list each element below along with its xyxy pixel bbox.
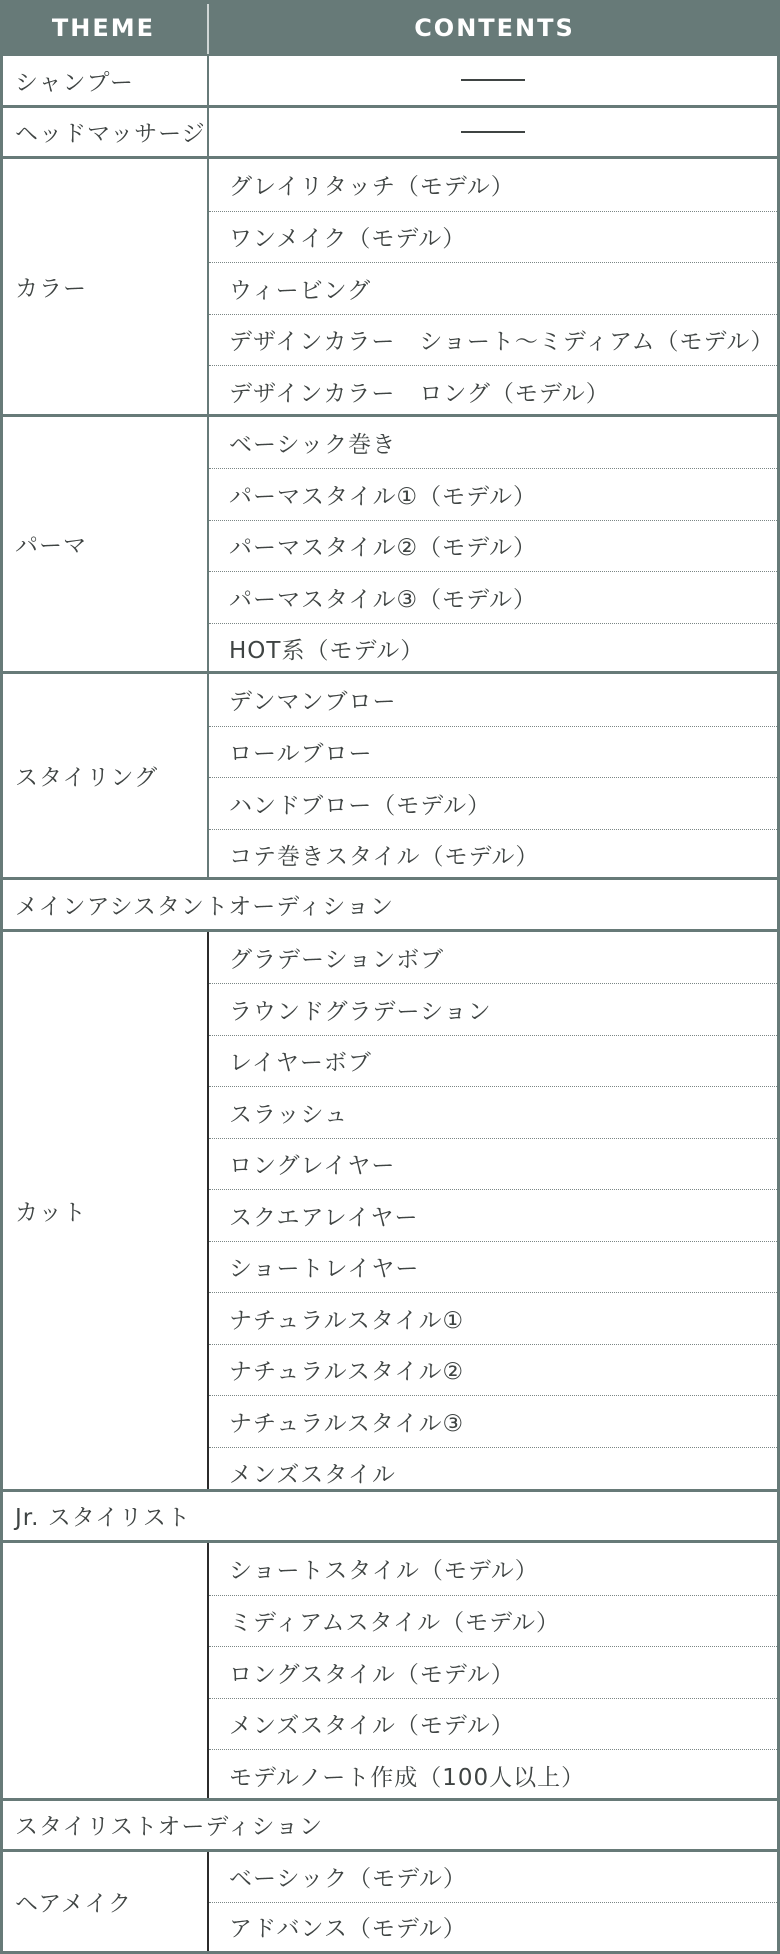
section-title: Jr. スタイリスト xyxy=(15,1505,191,1532)
list-item: アドバンス（モデル） xyxy=(209,1902,777,1952)
theme-cell: ヘアメイク xyxy=(15,1891,133,1917)
list-item: モデルノート作成（100人以上） xyxy=(209,1749,777,1801)
list-item: ナチュラルスタイル② xyxy=(209,1344,777,1396)
list-item: ベーシック（モデル） xyxy=(229,1866,467,1893)
section-cut xyxy=(0,932,780,1492)
list-item: スクエアレイヤー xyxy=(209,1189,777,1241)
list-item: メンズスタイル xyxy=(209,1447,777,1499)
contents-cell xyxy=(209,1852,777,1951)
theme-cell: パーマ xyxy=(15,533,87,560)
empty-dash xyxy=(461,131,525,133)
section-title: メインアシスタントオーディション xyxy=(15,893,394,920)
theme-column-header: THEME xyxy=(51,14,156,42)
list-item: パーマスタイル③（モデル） xyxy=(209,571,777,623)
section-hair-make xyxy=(0,1852,780,1954)
contents-cell xyxy=(209,674,777,880)
theme-cell: カラー xyxy=(15,275,87,302)
section-jr-styles xyxy=(0,1543,780,1801)
list-item: ショートスタイル（モデル） xyxy=(229,1558,539,1585)
list-item: デザインカラー ショート～ミディアム（モデル） xyxy=(209,314,777,366)
section-main-assistant-audition xyxy=(0,880,780,932)
contents-cell xyxy=(209,932,777,1499)
list-item: パーマスタイル②（モデル） xyxy=(209,520,777,572)
list-item: パーマスタイル①（モデル） xyxy=(209,468,777,520)
theme-cell: スタイリング xyxy=(15,765,159,791)
empty-dash xyxy=(461,79,525,81)
contents-cell xyxy=(209,159,777,417)
list-item: ロールブロー xyxy=(209,726,777,778)
section-shampoo xyxy=(0,56,780,108)
contents-cell xyxy=(209,417,777,675)
contents-cell xyxy=(209,56,777,105)
list-item: ラウンドグラデーション xyxy=(209,983,777,1035)
list-item: デンマンブロー xyxy=(229,689,397,716)
list-item: HOT系（モデル） xyxy=(209,623,777,675)
theme-cell: シャンプー xyxy=(15,69,134,96)
contents-cell xyxy=(209,1543,777,1801)
section-color xyxy=(0,159,780,417)
section-title: スタイリストオーディション xyxy=(15,1814,324,1841)
list-item xyxy=(209,56,777,105)
list-item: ミディアムスタイル（モデル） xyxy=(209,1595,777,1647)
list-item: ロングレイヤー xyxy=(209,1138,777,1190)
list-item: レイヤーボブ xyxy=(209,1035,777,1087)
list-item: ウィービング xyxy=(209,262,777,314)
list-item: グラデーションボブ xyxy=(229,946,445,973)
table-header xyxy=(0,0,780,56)
section-head-massage xyxy=(0,108,780,160)
list-item: ハンドブロー（モデル） xyxy=(209,777,777,829)
list-item: ナチュラルスタイル① xyxy=(209,1292,777,1344)
theme-cell: カット xyxy=(15,1199,87,1226)
list-item: ワンメイク（モデル） xyxy=(209,211,777,263)
list-item xyxy=(209,108,777,157)
list-item: ベーシック巻き xyxy=(229,431,397,458)
list-item: スラッシュ xyxy=(209,1086,777,1138)
contents-cell xyxy=(209,108,777,157)
section-styling xyxy=(0,674,780,880)
section-jr-stylist xyxy=(0,1492,780,1544)
list-item: メンズスタイル（モデル） xyxy=(209,1698,777,1750)
list-item: デザインカラー ロング（モデル） xyxy=(209,365,777,417)
list-item: ナチュラルスタイル③ xyxy=(209,1395,777,1447)
list-item: コテ巻きスタイル（モデル） xyxy=(209,829,777,881)
section-perm xyxy=(0,417,780,675)
theme-cell: ヘッドマッサージ xyxy=(15,121,206,148)
list-item: グレイリタッチ（モデル） xyxy=(229,174,515,201)
contents-column-header: CONTENTS xyxy=(414,14,575,42)
section-stylist-audition xyxy=(0,1801,780,1853)
theme-cell xyxy=(3,1543,207,1798)
list-item: ショートレイヤー xyxy=(209,1241,777,1293)
list-item: ロングスタイル（モデル） xyxy=(209,1646,777,1698)
